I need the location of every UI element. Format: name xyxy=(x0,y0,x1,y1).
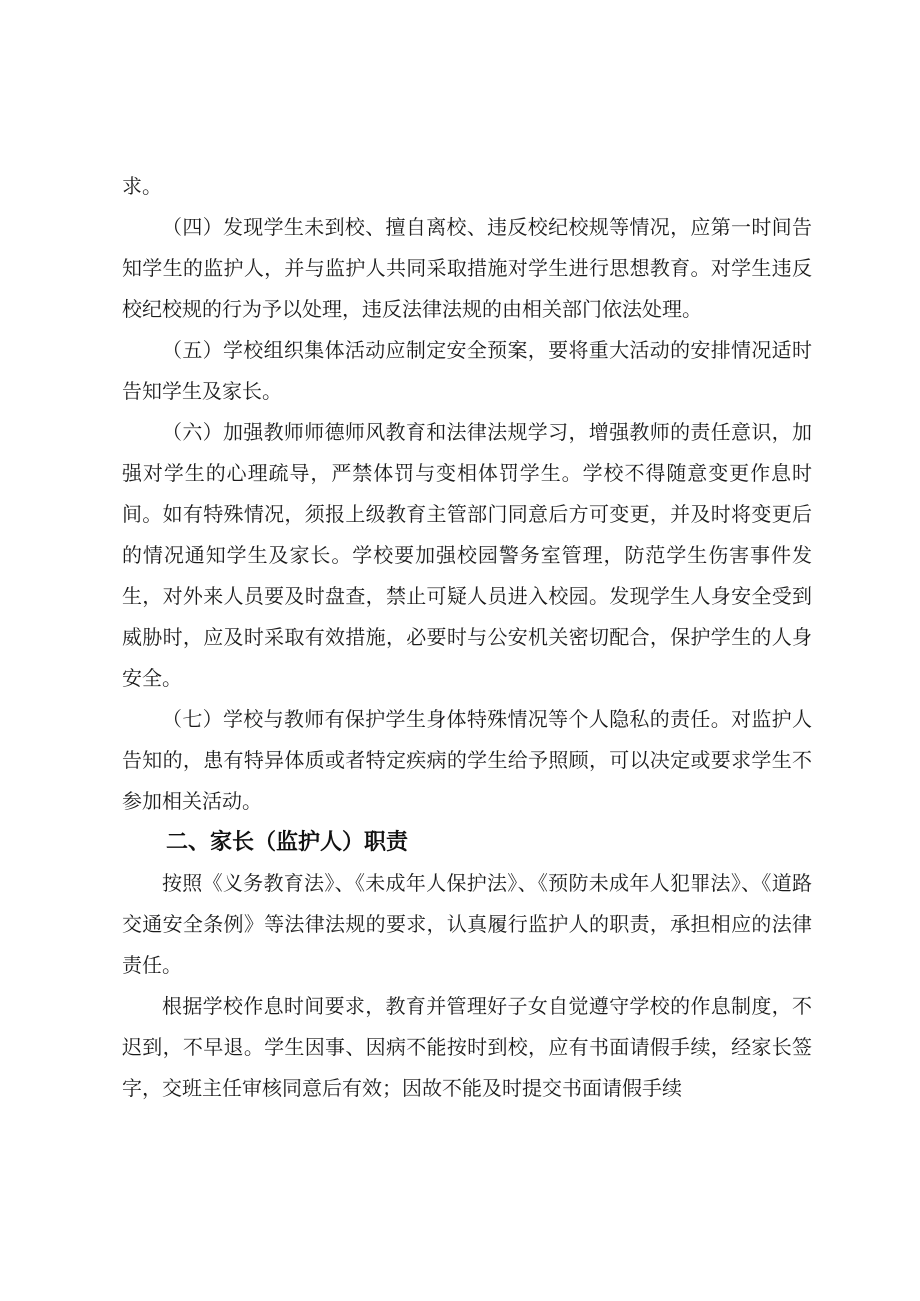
paragraph-item-6: （六）加强教师师德师风教育和法律法规学习，增强教师的责任意识，加强对学生的心理疏导，严禁体罚与变相体罚学生。学校不得随意变更作息时间。如有特殊情况，须报上级教育主管部门同意后方可变更，并及时将变更后的情况通知学生及家长。学校要加强校园警务室管理，防范学生伤害事件发生，对外来人员要及时盘查，禁止可疑人员进入校园。发现学生人身安全受到威胁时，应及时采取有效措施，必要时与公安机关密切配合，保护学生的人身安全。 xyxy=(122,420,812,690)
paragraph-item-4: （四）发现学生未到校、擅自离校、违反校纪校规等情况，应第一时间告知学生的监护人，并与监护人共同采取措施对学生进行思想教育。对学生违反校纪校规的行为予以处理，违反法律法规的由相关部门依法处理。 xyxy=(122,215,812,321)
paragraph-item-7: （七）学校与教师有保护学生身体特殊情况等个人隐私的责任。对监护人告知的，患有特异体质或者特定疾病的学生给予照顾，可以决定或要求学生不参加相关活动。 xyxy=(122,707,812,813)
section-paragraph-1: 按照《义务教育法》、《未成年人保护法》、《预防未成年人犯罪法》、《道路交通安全条例》等法律法规的要求，认真履行监护人的职责，承担相应的法律责任。 xyxy=(122,871,812,977)
document-body xyxy=(122,166,812,1109)
section-heading: 二、家长（监护人）职责 xyxy=(166,830,409,855)
section-paragraph-2: 根据学校作息时间要求，教育并管理好子女自觉遵守学校的作息制度，不迟到，不早退。学生因事、因病不能按时到校，应有书面请假手续，经家长签字，交班主任审核同意后有效；因故不能及时提交书面请假手续 xyxy=(122,994,812,1100)
paragraph-item-5: （五）学校组织集体活动应制定安全预案，要将重大活动的安排情况适时告知学生及家长。 xyxy=(122,338,812,403)
paragraph-continuation: 求。 xyxy=(122,174,162,198)
